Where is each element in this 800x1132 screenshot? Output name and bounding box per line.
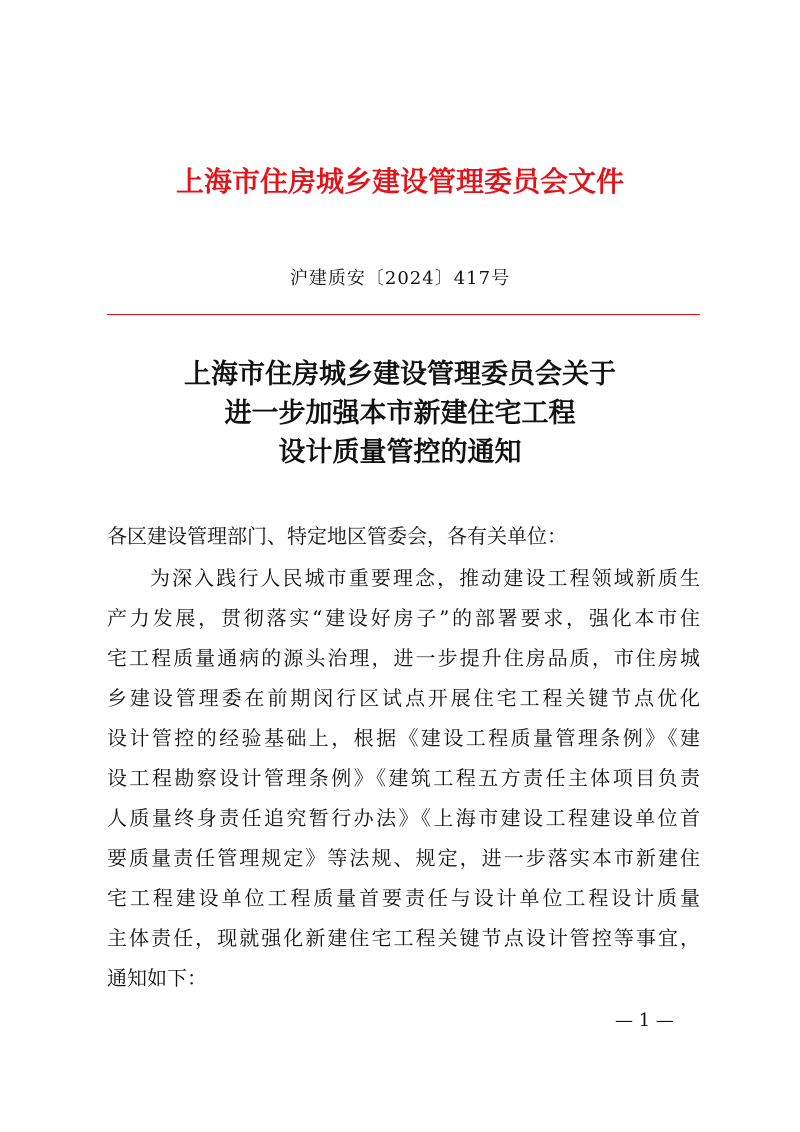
body-line: 人质量终身责任追究暂行办法》《上海市建设工程建设单位首	[107, 806, 700, 830]
body-line: 要质量责任管理规定》等法规、规定，进一步落实本市新建住	[107, 846, 700, 870]
body-line: 宅工程质量通病的源头治理，进一步提升住房品质，市住房城	[107, 646, 700, 670]
body-line: 设工程勘察设计管理条例》《建筑工程五方责任主体项目负责	[107, 766, 700, 790]
red-divider	[107, 314, 700, 315]
issuer-title: 上海市住房城乡建设管理委员会文件	[175, 165, 624, 198]
body-line: 主体责任，现就强化新建住宅工程关键节点设计管控等事宜，	[107, 926, 700, 950]
document-number: 沪建质安〔2024〕417号	[289, 268, 511, 289]
page-number: — 1 —	[615, 1010, 674, 1031]
body-line: 产力发展，贯彻落实“建设好房子”的部署要求，强化本市住	[107, 606, 700, 630]
salutation: 各区建设管理部门、特定地区管委会，各有关单位：	[107, 524, 567, 548]
body-line: 宅工程建设单位工程质量首要责任与设计单位工程设计质量	[107, 886, 700, 910]
body-line: 乡建设管理委在前期闵行区试点开展住宅工程关键节点优化	[107, 686, 700, 710]
heading-line-3: 设计质量管控的通知	[278, 437, 522, 468]
heading-line-2: 进一步加强本市新建住宅工程	[224, 398, 576, 429]
body-line: 为深入践行人民城市重要理念，推动建设工程领域新质生	[150, 566, 700, 590]
body-line: 通知如下：	[107, 966, 207, 990]
heading-line-1: 上海市住房城乡建设管理委员会关于	[184, 359, 616, 390]
body-line: 设计管控的经验基础上，根据《建设工程质量管理条例》《建	[107, 726, 700, 750]
